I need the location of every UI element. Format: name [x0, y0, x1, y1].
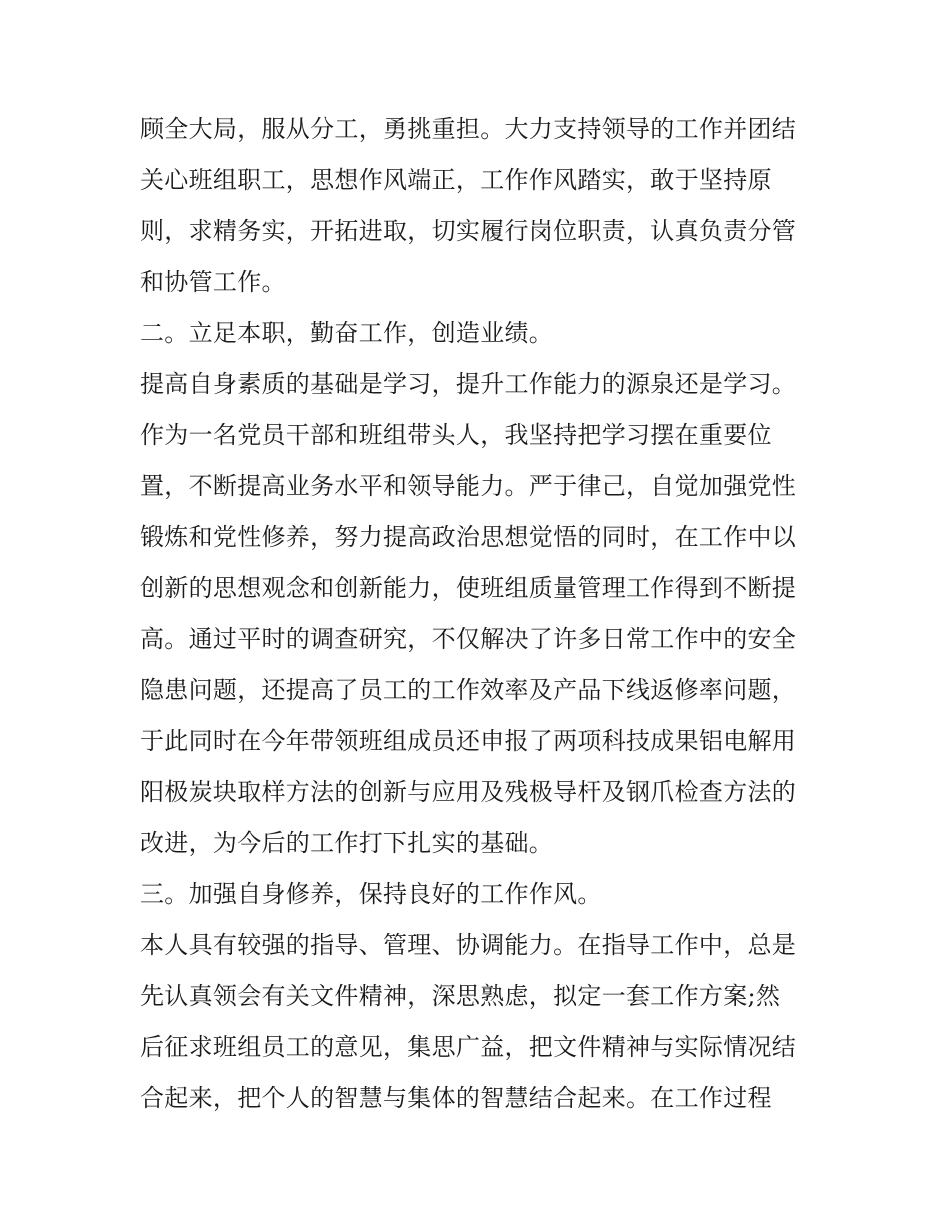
document-body	[140, 104, 840, 1124]
text-line: 后征求班组员工的意见，集思广益，把文件精神与实际情况结	[140, 1033, 797, 1061]
text-line: 锻炼和党性修养，努力提高政治思想觉悟的同时，在工作中以	[140, 523, 797, 551]
text-line: 阳极炭块取样方法的创新与应用及残极导杆及钢爪检查方法的	[140, 778, 797, 806]
section-heading: 二。立足本职，勤奋工作，创造业绩。	[140, 319, 554, 347]
text-line: 于此同时在今年带领班组成员还申报了两项科技成果铝电解用	[140, 727, 797, 755]
text-line: 创新的思想观念和创新能力，使班组质量管理工作得到不断提	[140, 574, 797, 602]
text-line: 关心班组职工，思想作风端正，工作作风踏实，敢于坚持原	[140, 166, 772, 194]
text-line: 和协管工作。	[140, 268, 286, 296]
text-line: 作为一名党员干部和班组带头人，我坚持把学习摆在重要位	[140, 421, 772, 449]
text-line: 则，求精务实，开拓进取，切实履行岗位职责，认真负责分管	[140, 217, 797, 245]
text-line: 顾全大局，服从分工，勇挑重担。大力支持领导的工作并团结	[140, 115, 797, 143]
text-line: 高。通过平时的调查研究，不仅解决了许多日常工作中的安全	[140, 625, 797, 653]
text-line: 先认真领会有关文件精神，深思熟虑，拟定一套工作方案;然	[140, 982, 781, 1010]
text-line: 隐患问题，还提高了员工的工作效率及产品下线返修率问题，	[140, 676, 797, 704]
text-line: 提高自身素质的基础是学习，提升工作能力的源泉还是学习。	[140, 370, 797, 398]
text-line: 合起来，把个人的智慧与集体的智慧结合起来。在工作过程	[140, 1084, 772, 1112]
text-line: 本人具有较强的指导、管理、协调能力。在指导工作中，总是	[140, 931, 797, 959]
section-heading: 三。加强自身修养，保持良好的工作作风。	[140, 880, 602, 908]
text-line: 改进，为今后的工作打下扎实的基础。	[140, 829, 554, 857]
text-line: 置，不断提高业务水平和领导能力。严于律己，自觉加强党性	[140, 472, 797, 500]
